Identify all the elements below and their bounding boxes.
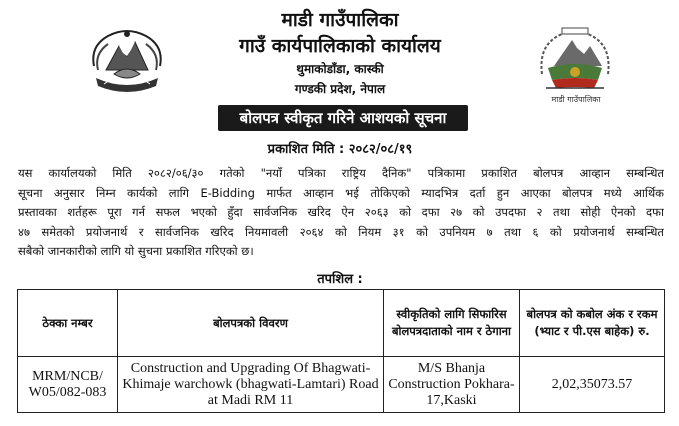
logo-caption: माडी गाउँपालिका <box>551 95 601 104</box>
body-line: सूचना अनुसार निम्न कार्यको लागि E-Bidding मार्फत आव्हान भई तोकिएको म्यादभित्र दर्ता हुन आएका बोलपत्र मध्ये आर्थिक <box>18 185 664 200</box>
cell-bidder: M/S Bhanja Construction Pokhara-17,Kaski <box>384 357 520 413</box>
body-line: प्रस्तावका शर्तहरू पूरा गर्न सफल भएको हुँदा सार्वजनिक खरिद ऐन २०६३ को दफा २७ को उपदफा २ तथा सोही ऐनको दफा <box>18 205 664 219</box>
cell-description: Construction and Upgrading Of Bhagwati-Khimaje warchowk (bhagwati-Lamtari) Road at Madi RM 11 <box>118 357 384 413</box>
details-heading: तपशिल : <box>317 272 363 287</box>
notice-body <box>18 164 664 262</box>
address-line-2: गण्डकी प्रदेश, नेपाल <box>294 82 386 96</box>
table-header-row <box>18 290 665 357</box>
office-name: गाउँ कार्यपालिकाको कार्यालय <box>239 35 441 57</box>
cell-contract-no: MRM/NCB/ W05/082-083 <box>18 357 118 413</box>
header-bidder: स्वीकृतिको लागि सिफारिस बोलपत्रदाताको नाम र ठेगाना <box>384 290 520 357</box>
cell-amount: 2,02,35073.57 <box>520 357 665 413</box>
tender-table <box>17 289 665 413</box>
header-contract-no: ठेक्का नम्बर <box>18 290 118 357</box>
address-line-1: थुमाकोडाँडा, कास्की <box>296 62 384 76</box>
body-line: सबैको जानकारीको लागि यो सुचना प्रकाशित गरिएको छ। <box>18 244 254 258</box>
notice-title-banner: बोलपत्र स्वीकृत गरिने आशयको सूचना <box>218 105 468 131</box>
body-line: ४७ समेतको प्रयोजनार्थ र सार्वजनिक खरिद नियमावली २०६४ को नियम ३१ को उपनियम ७ तथा ६ को प्रयोजनार्थ सम्बन्धित <box>18 224 664 239</box>
org-name: माडी गाउँपालिका <box>281 9 399 31</box>
table-row <box>18 357 665 413</box>
header-description: बोलपत्रको विवरण <box>118 290 384 357</box>
body-line: यस कार्यालयको मिति २०८२/०६/३० गतेको "नयाँ पत्रिका राष्ट्रिय दैनिक" पत्रिकामा प्रकाशित बोलपत्र आव्हान सम्बन्धित <box>18 166 664 180</box>
header-amount: बोलपत्र को कबोल अंक र रकम (भ्याट र पी.एस बाहेक) रु. <box>520 290 665 357</box>
published-date: प्रकाशित मिति : २०८२/०८/१९ <box>267 142 413 157</box>
